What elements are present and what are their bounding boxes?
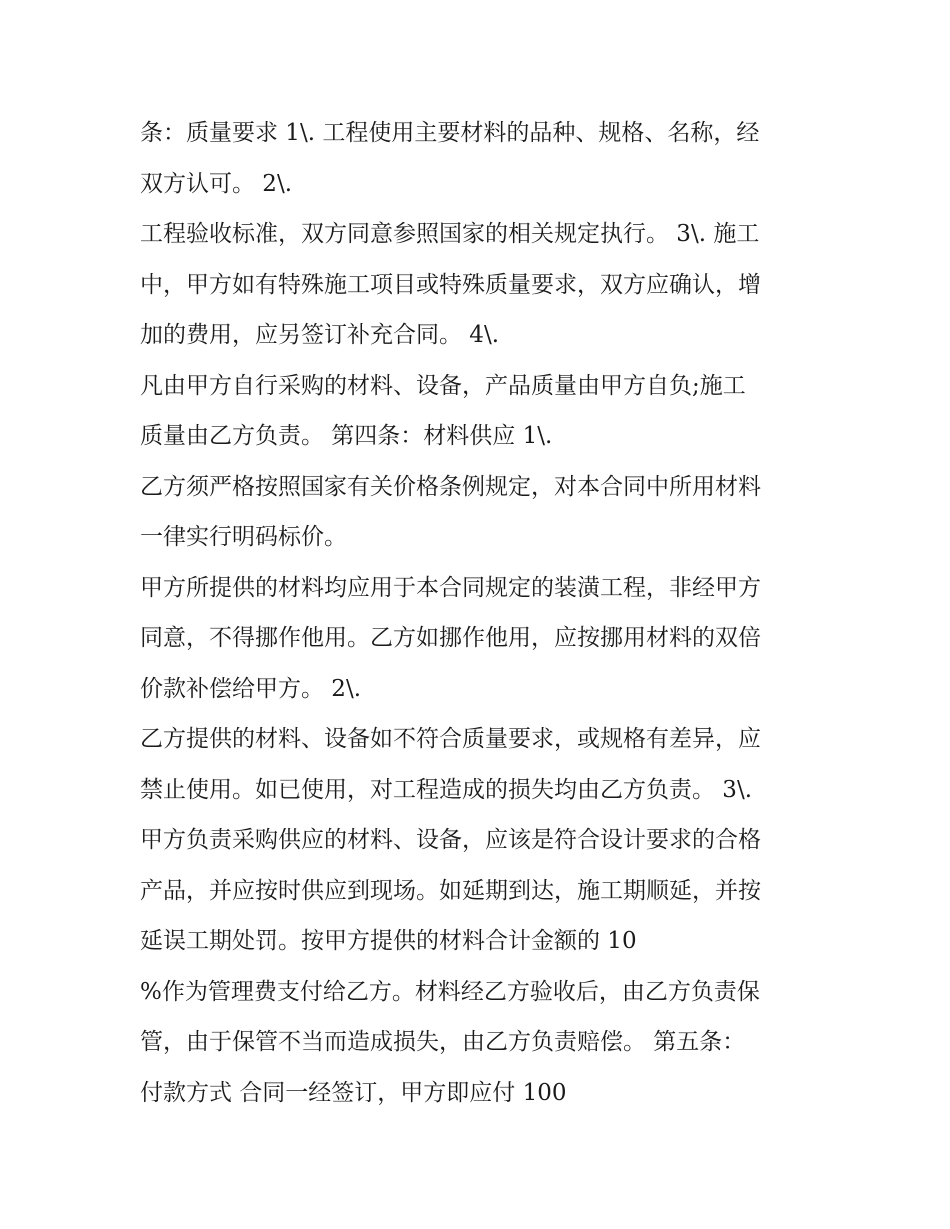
text-line: 甲方负责采购供应的材料、设备，应该是符合设计要求的合格 <box>140 827 761 853</box>
text-line: 一律实行明码标价。 <box>140 524 347 550</box>
text-line: 价款补偿给甲方。 2\. <box>140 675 362 702</box>
text-line: 加的费用，应另签订补充合同。 4\. <box>140 322 500 348</box>
text-line: 同意，不得挪作他用。乙方如挪作他用，应按挪用材料的双倍 <box>140 625 761 651</box>
text-line: 工程验收标准，双方同意参照国家的相关规定执行。 3\. 施工 <box>140 221 760 247</box>
text-line: 乙方提供的材料、设备如不符合质量要求，或规格有差异，应 <box>140 726 761 752</box>
text-line: 双方认可。 2\. <box>140 170 293 197</box>
text-line: 中，甲方如有特殊施工项目或特殊质量要求，双方应确认，增 <box>140 271 761 298</box>
text-line: 质量由乙方负责。 第四条：材料供应 1\. <box>140 423 553 449</box>
text-line: 乙方须严格按照国家有关价格条例规定，对本合同中所用材料 <box>140 473 761 500</box>
contract-text <box>140 108 820 1118</box>
text-line: 付款方式 合同一经签订，甲方即应付 100 <box>140 1079 567 1106</box>
text-line: 凡由甲方自行采购的材料、设备，产品质量由甲方自负;施工 <box>140 372 746 399</box>
text-line: 甲方所提供的材料均应用于本合同规定的装潢工程，非经甲方 <box>140 574 761 601</box>
text-line: 禁止使用。如已使用，对工程造成的损失均由乙方负责。 3\. <box>140 776 753 803</box>
text-line: 产品，并应按时供应到现场。如延期到达，施工期顺延，并按 <box>140 877 761 904</box>
text-line: 条：质量要求 1\. 工程使用主要材料的品种、规格、名称，经 <box>140 120 760 146</box>
text-line: 管，由于保管不当而造成损失，由乙方负责赔偿。 第五条： <box>140 1029 746 1055</box>
text-line: 延误工期处罚。按甲方提供的材料合计金额的 10 <box>140 928 637 954</box>
text-line: %作为管理费支付给乙方。材料经乙方验收后，由乙方负责保 <box>140 978 760 1005</box>
